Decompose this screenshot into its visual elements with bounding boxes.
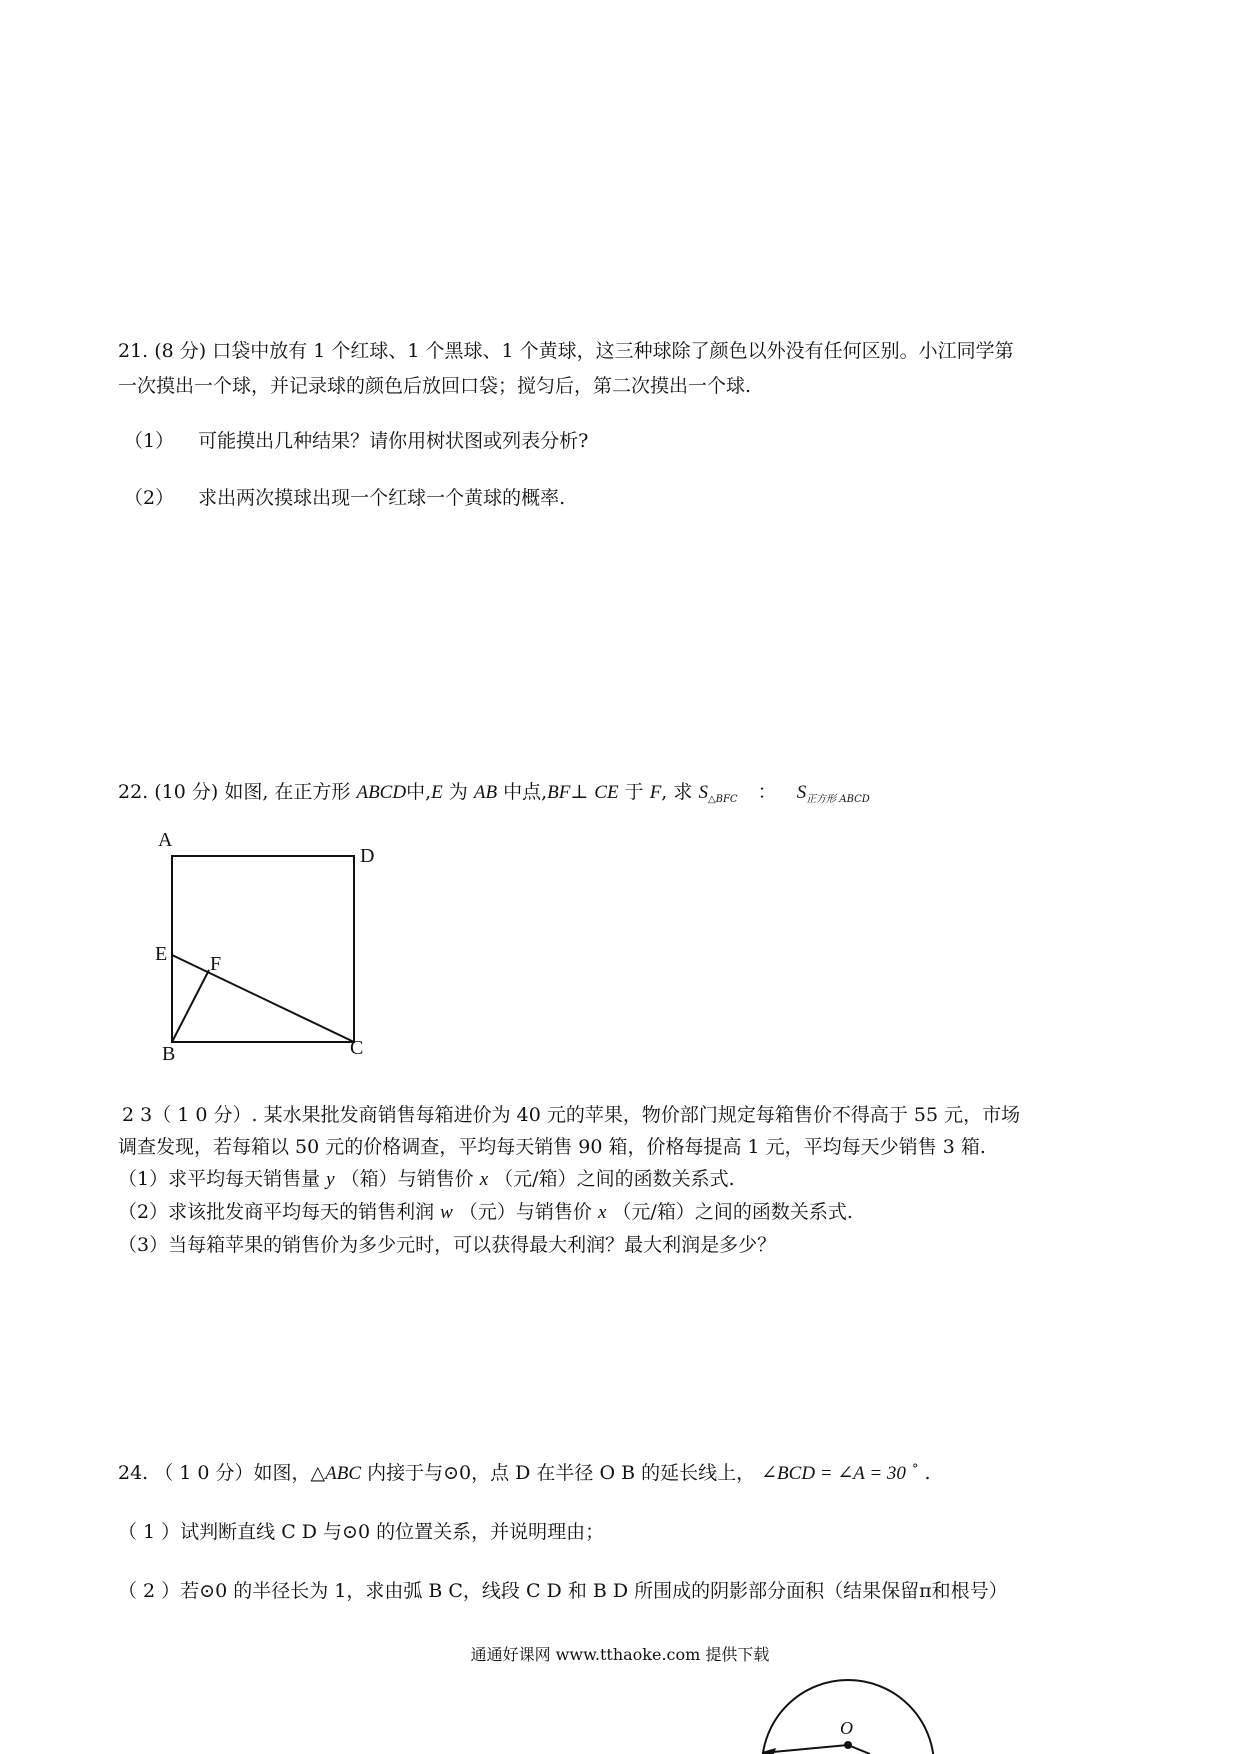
q24-triangle-abc: ABC [325,1463,362,1484]
q23-line-1: 2 3（ 1 0 分）. 某水果批发商销售每箱进价为 40 元的苹果，物价部门规定每箱售价不得高于 55 元，市场 [122,1104,1021,1126]
q22-mid2: 为 [448,781,468,803]
q22-perp: ⊥ [570,781,589,803]
q24-degree: ° [911,1462,919,1477]
q22-mid3: 中点, [503,781,548,803]
q24-angle-equation: ∠BCD = ∠A = 30 [761,1463,906,1484]
q24-period: . [924,1462,931,1484]
q24-segment-oc [848,1745,870,1754]
q22-s2: S [796,782,807,803]
q22-square [172,856,354,1042]
q23-var-y: y [326,1169,335,1190]
q24-circle-figure [740,1654,980,1754]
q22-ce: CE [594,782,619,803]
q21-part-1-text: 可能摸出几种结果？请你用树状图或列表分析? [198,430,589,452]
q21-part-2 [124,485,565,511]
q23-part-1-a: （1）求平均每天销售量 [118,1168,321,1190]
q24-prefix: 24. （ 1 0 分）如图，△ [118,1462,326,1484]
q21-part-2-text: 求出两次摸球出现一个红球一个黄球的概率. [198,487,566,509]
q24-part-1: （ 1 ）试判断直线 C D 与⊙0 的位置关系，并说明理由； [118,1521,605,1543]
page-footer: 通通好课网 www.tthaoke.com 提供下载 [470,1645,770,1664]
q22-f: F [649,782,662,803]
q22-s1-subscript: △BFC [707,794,738,805]
q21-part-2-number: （2） [124,487,175,509]
q22-label-d: D [360,845,375,867]
q22-label-a: A [158,829,173,851]
q22-label-b: B [162,1043,176,1062]
q22-segment-bf [172,970,209,1042]
q24-question [118,1460,931,1489]
q22-mid1: 中, [406,781,432,803]
q22-label-f: F [210,953,222,975]
q22-ab: AB [473,782,498,803]
q24-part-2: （ 2 ）若⊙0 的半径长为 1，求由弧 B C，线段 C D 和 B D 所围成的阴影部分面积（结果保留π和根号） [118,1580,1008,1602]
q22-label-e: E [155,943,168,965]
q23-part-2-b: （元）与销售价 [458,1201,592,1223]
q22-prefix: 22. (10 分) 如图, 在正方形 [118,781,351,803]
q23-part-3: （3）当每箱苹果的销售价为多少元时，可以获得最大利润？最大利润是多少？ [118,1234,777,1256]
q22-segment-ce [172,955,354,1042]
q22-mid5: , 求 [661,781,693,803]
q21-line-1: 21. (8 分) 口袋中放有 1 个红球、1 个黑球、1 个黄球，这三种球除了颜色以外没有任何区别。小江同学第 [118,340,1014,362]
q22-label-c: C [350,1037,364,1059]
q22-e: E [431,782,443,803]
q23-var-w: w [440,1202,453,1223]
q23-part-2 [118,1199,853,1226]
q22-square-figure [150,822,390,1062]
q23-part-2-c: （元/箱）之间的函数关系式. [612,1201,853,1223]
q22-mid4: 于 [624,781,644,803]
q22-colon: ： [757,781,777,803]
q24-body: 内接于与⊙0，点 D 在半径 O B 的延长线上， [367,1462,756,1484]
q23-part-2-a: （2）求该批发商平均每天的销售利润 [118,1201,435,1223]
q22-s1: S [698,782,708,803]
q23-var-x-2: x [597,1202,607,1223]
q22-abcd: ABCD [356,782,407,803]
q22-bf: BF [547,782,571,803]
q23-part-1-b: （箱）与销售价 [340,1168,474,1190]
q23-part-1-c: （元/箱）之间的函数关系式. [494,1168,735,1190]
q23-var-x-1: x [479,1169,489,1190]
q21-line-2: 一次摸出一个球，并记录球的颜色后放回口袋；搅匀后，第二次摸出一个球. [118,375,752,397]
q23-line-2: 调查发现，若每箱以 50 元的价格调查，平均每天销售 90 箱，价格每提高 1 元，平均每天少销售 3 箱. [118,1136,986,1158]
q22-question [118,779,870,809]
q21-part-1 [124,428,588,454]
q23-part-1 [118,1166,735,1193]
q22-s2-subscript: 正方形 ABCD [806,794,870,805]
q24-label-o: O [840,1718,853,1738]
q21-part-1-number: （1） [124,430,175,452]
